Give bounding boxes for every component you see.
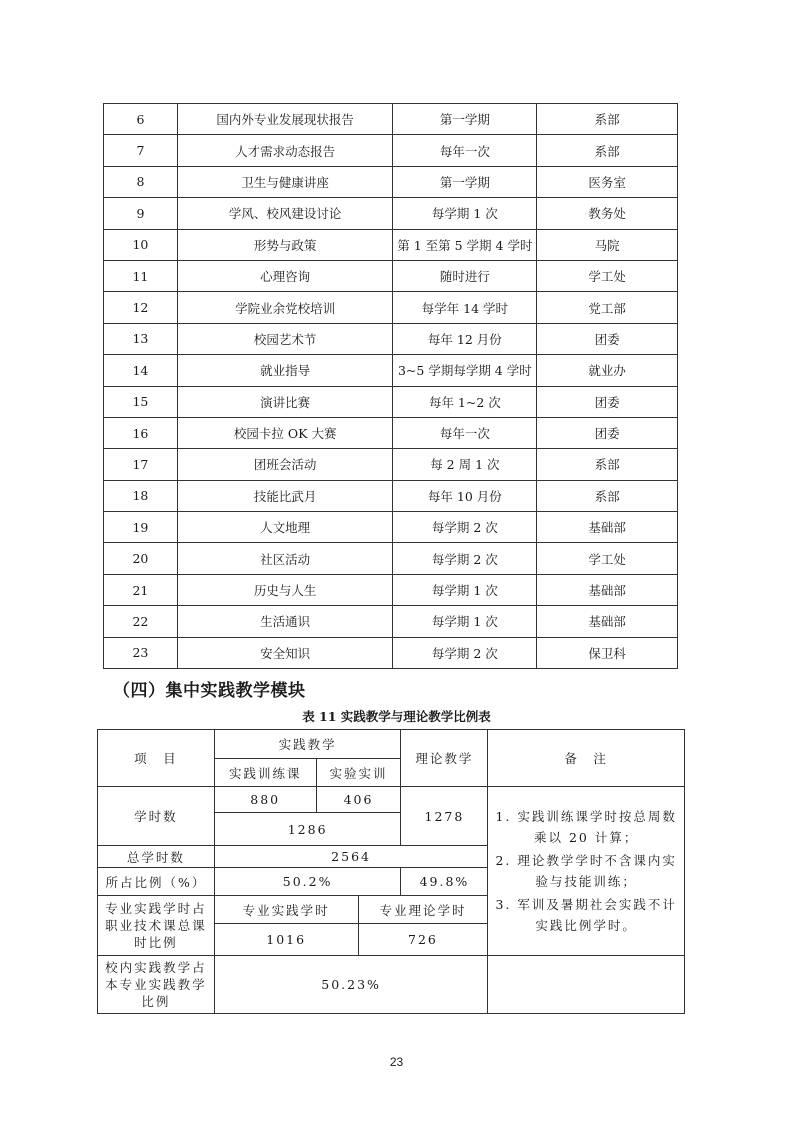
row-number: 12	[104, 292, 178, 323]
activity-name: 学院业余党校培训	[177, 292, 393, 323]
activity-department: 基础部	[537, 512, 678, 543]
activity-department: 系部	[537, 480, 678, 511]
professional-theory-value: 726	[358, 924, 488, 956]
activity-department: 学工处	[537, 260, 678, 291]
activity-name: 生活通识	[177, 606, 393, 637]
header-remarks: 备 注	[488, 730, 685, 787]
activity-department: 学工处	[537, 543, 678, 574]
activity-schedule: 3~5 学期每学期 4 学时	[393, 355, 537, 386]
ratio-theory: 49.8%	[401, 868, 488, 896]
table-row	[104, 292, 678, 323]
section-heading: （四）集中实践教学模块	[113, 681, 306, 701]
hours-lab-training: 406	[316, 787, 401, 813]
activity-name: 历史与人生	[177, 574, 393, 605]
header-practice: 实践教学	[214, 730, 401, 759]
row-number: 15	[104, 386, 178, 417]
row-number: 9	[104, 198, 178, 229]
activity-schedule: 每年 10 月份	[393, 480, 537, 511]
activity-name: 技能比武月	[177, 480, 393, 511]
activity-department: 系部	[537, 135, 678, 166]
professional-label: 专业实践学时占职业技术课总课时比例	[98, 896, 215, 956]
activity-name: 校园卡拉 OK 大赛	[177, 417, 393, 448]
activity-schedule: 每年一次	[393, 417, 537, 448]
activity-department: 保卫科	[537, 637, 678, 668]
table-row	[104, 198, 678, 229]
activity-schedule: 第一学期	[393, 104, 537, 135]
table-row	[104, 260, 678, 291]
remark-2: 2. 理论教学学时不含课内实验与技能训练；	[495, 853, 677, 889]
row-number: 19	[104, 512, 178, 543]
activity-department: 系部	[537, 104, 678, 135]
activity-name: 心理咨询	[177, 260, 393, 291]
professional-practice-value: 1016	[214, 924, 358, 956]
activity-name: 就业指导	[177, 355, 393, 386]
activity-department: 党工部	[537, 292, 678, 323]
hours-practice-total: 1286	[214, 813, 401, 846]
table-row	[104, 386, 678, 417]
activity-schedule: 每学期 2 次	[393, 543, 537, 574]
table-row	[104, 104, 678, 135]
activity-name: 安全知识	[177, 637, 393, 668]
total-value: 2564	[214, 846, 488, 868]
hours-theory: 1278	[401, 787, 488, 846]
table-row	[104, 135, 678, 166]
oncampus-label: 校内实践教学占本专业实践教学比例	[98, 956, 215, 1014]
activity-schedule: 每年 1~2 次	[393, 386, 537, 417]
row-number: 14	[104, 355, 178, 386]
ratio-label: 所占比例（%）	[98, 868, 215, 896]
activity-name: 社区活动	[177, 543, 393, 574]
activity-schedule: 每学期 1 次	[393, 574, 537, 605]
activity-name: 卫生与健康讲座	[177, 166, 393, 197]
activity-department: 教务处	[537, 198, 678, 229]
professional-practice-header: 专业实践学时	[214, 896, 358, 924]
activity-department: 医务室	[537, 166, 678, 197]
activity-schedule: 每年 12 月份	[393, 323, 537, 354]
activity-name: 形势与政策	[177, 229, 393, 260]
hours-practice-training: 880	[214, 787, 316, 813]
table-row	[104, 449, 678, 480]
activity-schedule: 随时进行	[393, 260, 537, 291]
table-caption: 表 11 实践教学与理论教学比例表	[302, 709, 491, 724]
activity-schedule: 每学期 1 次	[393, 198, 537, 229]
activity-name: 校园艺术节	[177, 323, 393, 354]
table-row	[104, 417, 678, 448]
row-number: 8	[104, 166, 178, 197]
table-row	[104, 512, 678, 543]
row-number: 21	[104, 574, 178, 605]
header-lab-training: 实验实训	[316, 759, 401, 787]
row-number: 7	[104, 135, 178, 166]
row-number: 17	[104, 449, 178, 480]
remark-1: 1. 实践训练课学时按总周数乘以 20 计算；	[495, 809, 677, 845]
activity-schedule: 第一学期	[393, 166, 537, 197]
activity-schedule: 每 2 周 1 次	[393, 449, 537, 480]
activity-department: 就业办	[537, 355, 678, 386]
row-number: 23	[104, 637, 178, 668]
activity-name: 团班会活动	[177, 449, 393, 480]
activity-schedule: 每学期 2 次	[393, 512, 537, 543]
table-row	[104, 606, 678, 637]
header-practice-training: 实践训练课	[214, 759, 316, 787]
remark-3: 3. 军训及暑期社会实践不计实践比例学时。	[495, 897, 677, 933]
activity-table	[103, 103, 678, 669]
page-number: 23	[389, 1055, 404, 1069]
header-item: 项 目	[98, 730, 215, 787]
row-number: 20	[104, 543, 178, 574]
row-number: 11	[104, 260, 178, 291]
ratio-table	[97, 729, 685, 1014]
row-number: 18	[104, 480, 178, 511]
activity-name: 国内外专业发展现状报告	[177, 104, 393, 135]
activity-department: 团委	[537, 323, 678, 354]
oncampus-remarks-empty	[488, 956, 685, 1014]
activity-name: 人才需求动态报告	[177, 135, 393, 166]
activity-schedule: 每学期 2 次	[393, 637, 537, 668]
row-number: 16	[104, 417, 178, 448]
activity-department: 系部	[537, 449, 678, 480]
table-row	[104, 480, 678, 511]
activity-name: 学风、校风建设讨论	[177, 198, 393, 229]
table-row	[104, 229, 678, 260]
activity-schedule: 每年一次	[393, 135, 537, 166]
activity-department: 基础部	[537, 574, 678, 605]
table-row	[104, 323, 678, 354]
header-theory: 理论教学	[401, 730, 488, 787]
activity-schedule: 每学年 14 学时	[393, 292, 537, 323]
activity-department: 基础部	[537, 606, 678, 637]
remarks-cell	[488, 787, 685, 956]
activity-department: 团委	[537, 417, 678, 448]
table-row	[104, 574, 678, 605]
row-number: 10	[104, 229, 178, 260]
activity-name: 演讲比赛	[177, 386, 393, 417]
table-row	[104, 355, 678, 386]
table-row	[104, 166, 678, 197]
activity-department: 团委	[537, 386, 678, 417]
activity-name: 人文地理	[177, 512, 393, 543]
table-row	[104, 637, 678, 668]
activity-schedule: 每学期 1 次	[393, 606, 537, 637]
total-label: 总学时数	[98, 846, 215, 868]
row-number: 22	[104, 606, 178, 637]
ratio-practice: 50.2%	[214, 868, 401, 896]
professional-theory-header: 专业理论学时	[358, 896, 488, 924]
table-row	[104, 543, 678, 574]
activity-department: 马院	[537, 229, 678, 260]
activity-schedule: 第 1 至第 5 学期 4 学时	[393, 229, 537, 260]
row-number: 6	[104, 104, 178, 135]
hours-label: 学时数	[98, 787, 215, 846]
row-number: 13	[104, 323, 178, 354]
oncampus-value: 50.23%	[214, 956, 488, 1014]
